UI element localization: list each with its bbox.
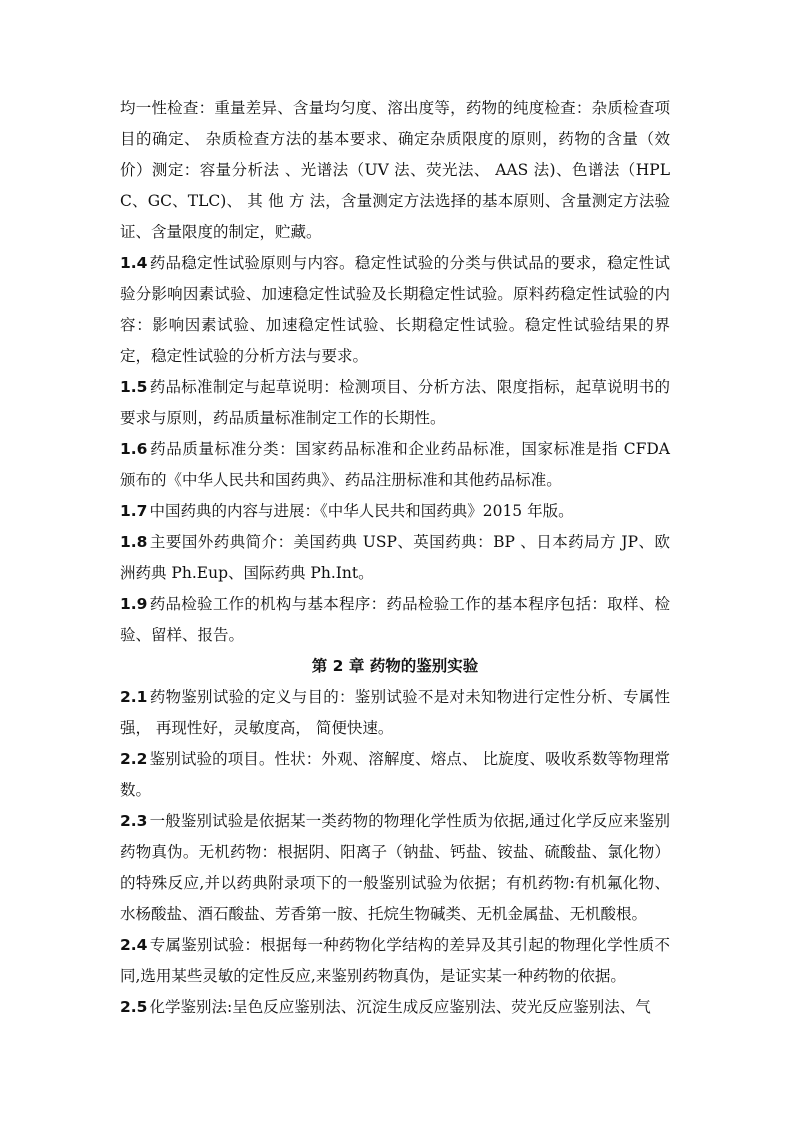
section-number: 2.4 bbox=[120, 936, 148, 954]
document-page bbox=[120, 93, 670, 1023]
section-1-8 bbox=[120, 527, 670, 589]
paragraph-content-checks: 均一性检查：重量差异、含量均匀度、溶出度等，药物的纯度检查：杂质检查项目的确定、 杂质检查方法的基本要求、确定杂质限度的原则，药物的含量（效价）测定：容量分析法 、光谱法（UV 法、荧光法、 AAS 法)、色谱法（HPLC、GC、TLC)、 其 他 方 法，含量测定方法选择的基本原则、含量测定方法验证、含量限度的制定，贮藏。 bbox=[120, 99, 670, 241]
chapter-title: 第 2 章 药物的鉴别实验 bbox=[311, 657, 479, 675]
section-number: 1.6 bbox=[120, 440, 148, 458]
section-number: 1.4 bbox=[120, 254, 148, 272]
section-number: 2.3 bbox=[120, 812, 148, 830]
section-2-2 bbox=[120, 744, 670, 806]
section-text: 药品检验工作的机构与基本程序：药品检验工作的基本程序包括：取样、检验、留样、报告。 bbox=[120, 595, 670, 644]
section-number: 2.2 bbox=[120, 750, 148, 768]
section-number: 1.7 bbox=[120, 502, 148, 520]
section-text: 药品稳定性试验原则与内容。稳定性试验的分类与供试品的要求，稳定性试验分影响因素试验、加速稳定性试验及长期稳定性试验。原料药稳定性试验的内容：影响因素试验、加速稳定性试验、长期稳定性试验。稳定性试验结果的界定，稳定性试验的分析方法与要求。 bbox=[120, 254, 670, 365]
section-1-9 bbox=[120, 589, 670, 651]
section-1-5 bbox=[120, 372, 670, 434]
section-2-4 bbox=[120, 930, 670, 992]
section-1-7 bbox=[120, 496, 670, 527]
section-text: 药品质量标准分类：国家药品标准和企业药品标准，国家标准是指 CFDA 颁布的《中华人民共和国药典》、药品注册标准和其他药品标准。 bbox=[120, 440, 670, 489]
section-number: 1.8 bbox=[120, 533, 148, 551]
section-text: 药品标准制定与起草说明：检测项目、分析方法、限度指标，起草说明书的要求与原则，药品质量标准制定工作的长期性。 bbox=[120, 378, 670, 427]
section-number: 2.1 bbox=[120, 688, 148, 706]
section-text: 鉴别试验的项目。性状：外观、溶解度、熔点、 比旋度、吸收系数等物理常数。 bbox=[120, 750, 670, 799]
section-text: 一般鉴别试验是依据某一类药物的物理化学性质为依据,通过化学反应来鉴别药物真伪。无机药物：根据阴、阳离子（钠盐、钙盐、铵盐、硫酸盐、氯化物）的特殊反应,并以药典附录项下的一般鉴别试验为依据；有机药物:有机氟化物、水杨酸盐、酒石酸盐、芳香第一胺、托烷生物碱类、无机金属盐、无机酸根。 bbox=[120, 812, 670, 923]
section-number: 1.9 bbox=[120, 595, 148, 613]
section-2-3 bbox=[120, 806, 670, 930]
section-number: 1.5 bbox=[120, 378, 148, 396]
section-text: 专属鉴别试验：根据每一种药物化学结构的差异及其引起的物理化学性质不同,选用某些灵敏的定性反应,来鉴别药物真伪，是证实某一种药物的依据。 bbox=[120, 936, 670, 985]
section-2-5 bbox=[120, 992, 670, 1023]
section-text: 中国药典的内容与进展：《中华人民共和国药典》2015 年版。 bbox=[149, 502, 574, 520]
section-number: 2.5 bbox=[120, 998, 148, 1016]
section-1-4 bbox=[120, 248, 670, 372]
section-text: 药物鉴别试验的定义与目的：鉴别试验不是对未知物进行定性分析、专属性强， 再现性好，灵敏度高， 简便快速。 bbox=[120, 688, 670, 737]
section-text: 化学鉴别法:呈色反应鉴别法、沉淀生成反应鉴别法、荧光反应鉴别法、气 bbox=[149, 998, 651, 1016]
section-text: 主要国外药典简介：美国药典 USP、英国药典：BP 、日本药局方 JP、欧洲药典 Ph.Eup、国际药典 Ph.Int。 bbox=[120, 533, 670, 582]
section-1-6 bbox=[120, 434, 670, 496]
section-2-1 bbox=[120, 682, 670, 744]
